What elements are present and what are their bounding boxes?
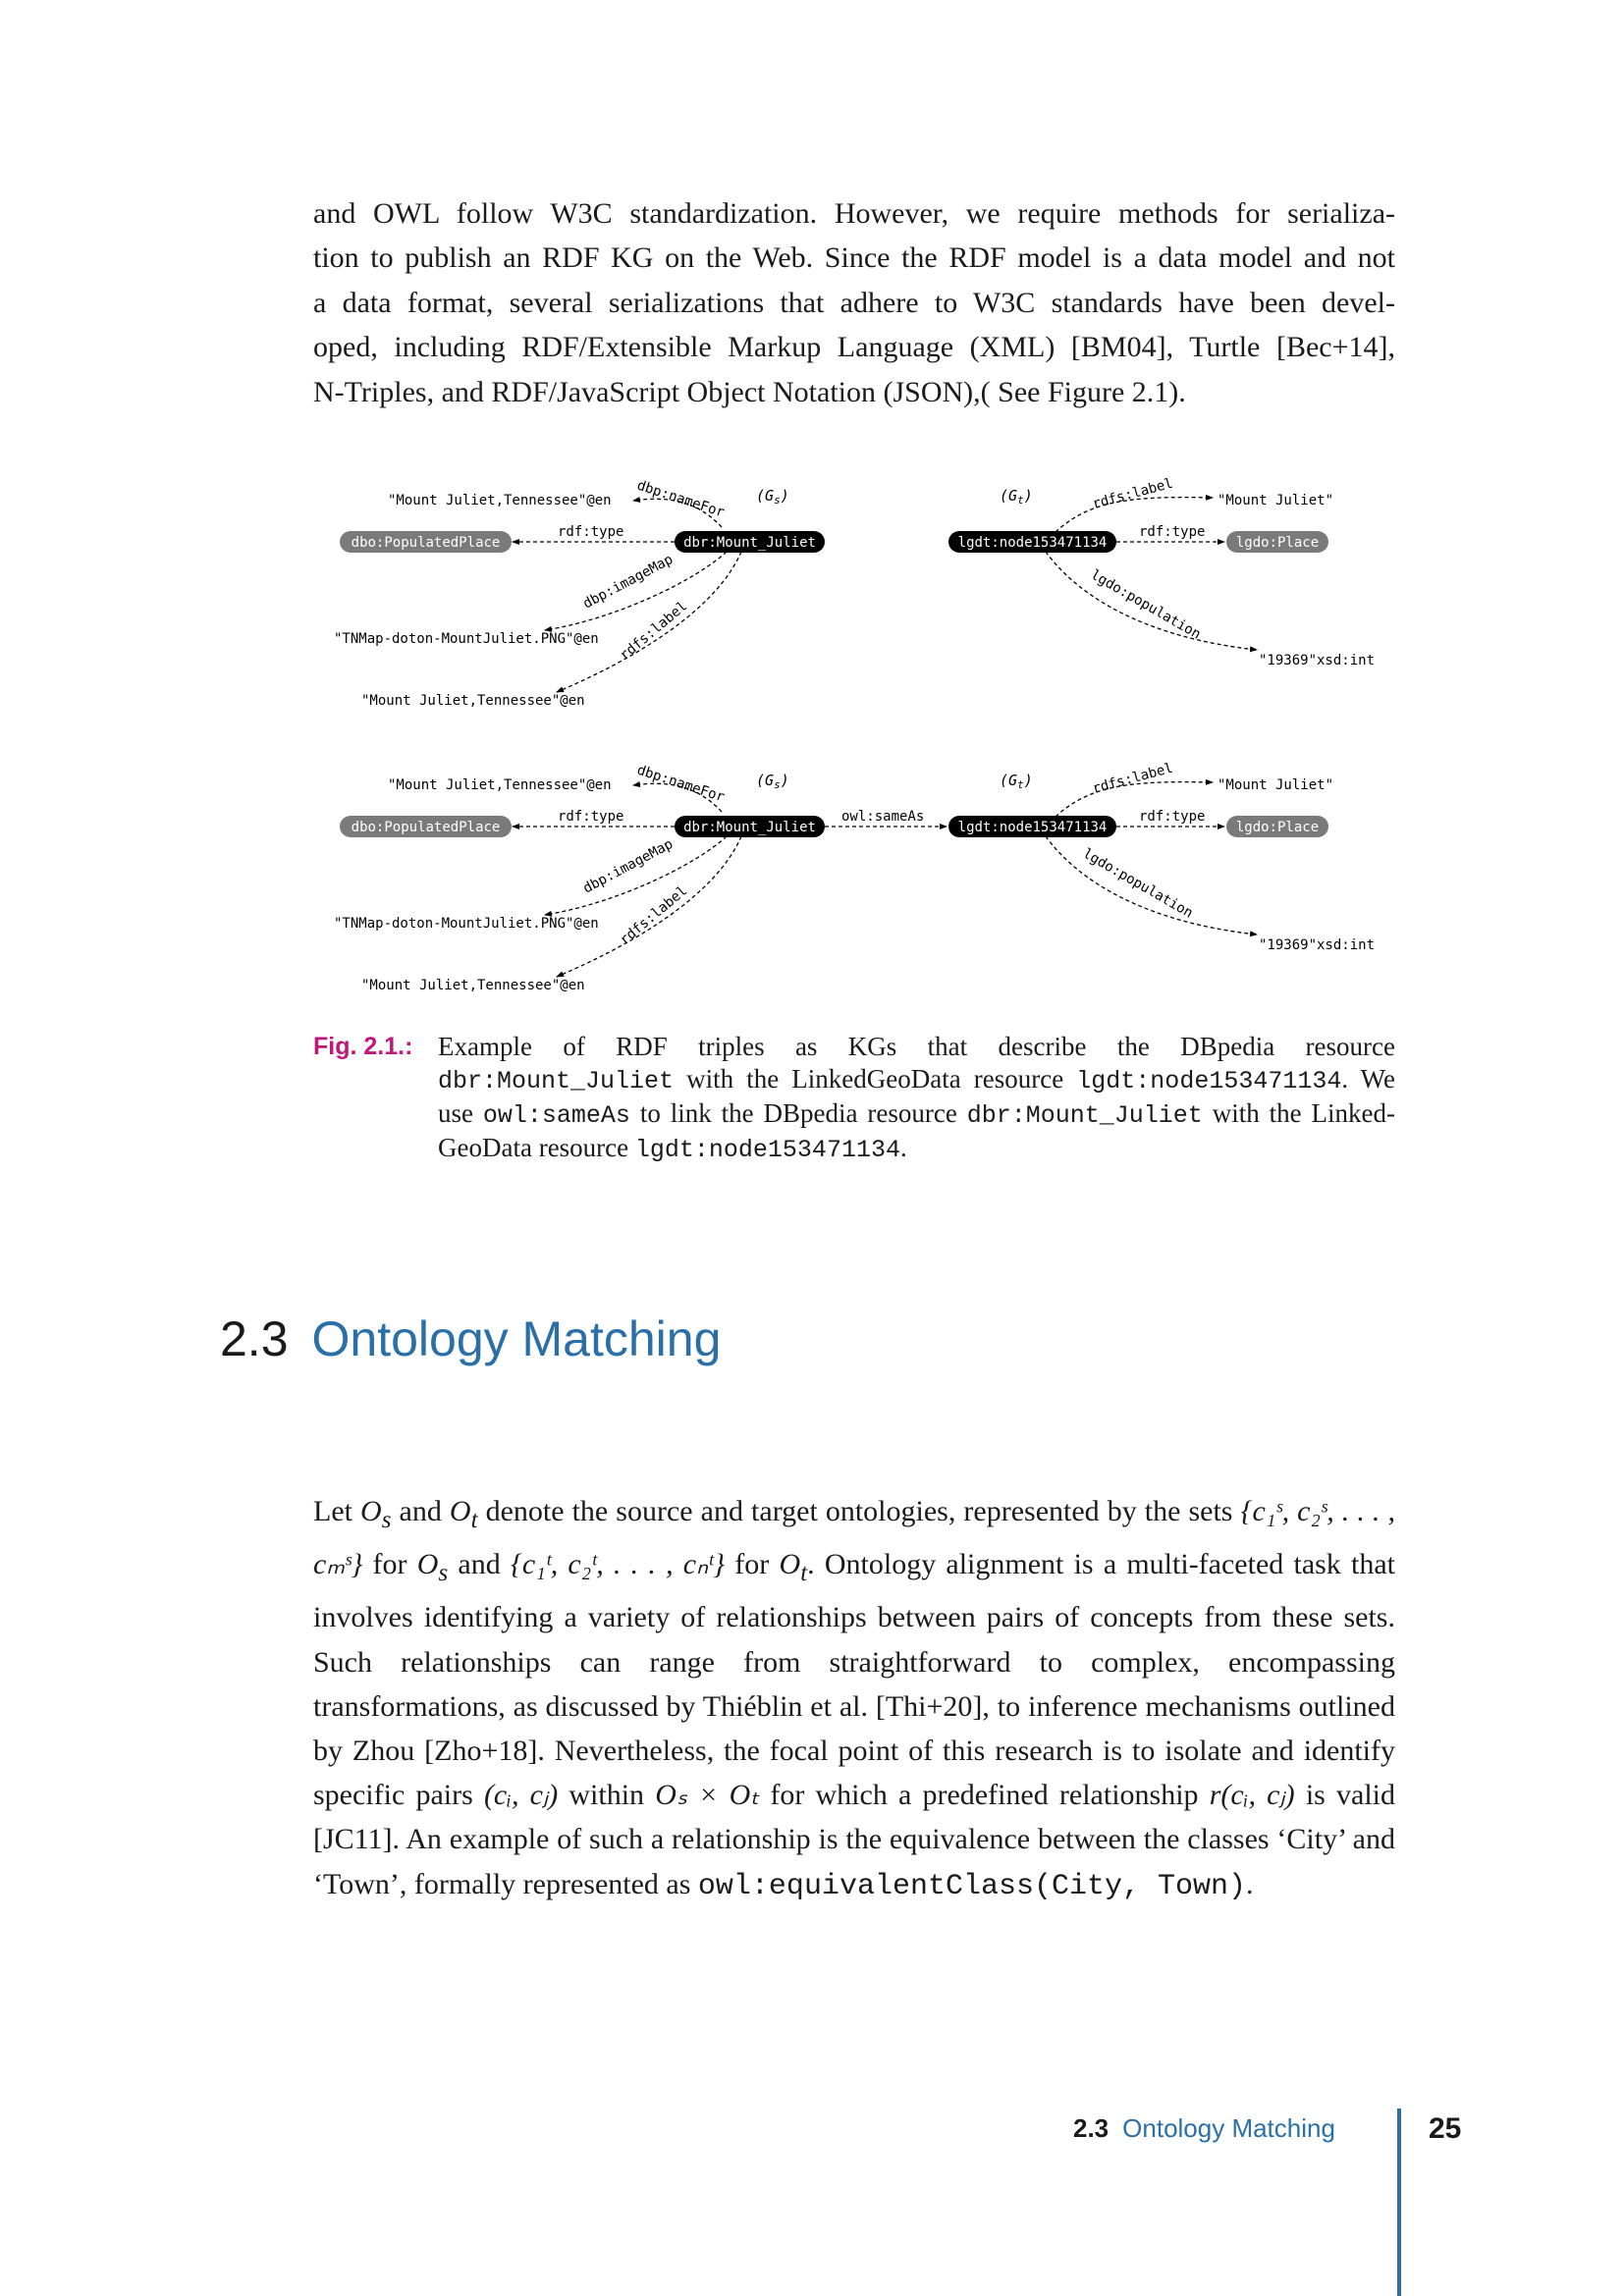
intro-line: a data format, several serializations that adhere to W3C standards have been devel- — [313, 286, 1395, 319]
text-run: . — [1246, 1867, 1254, 1900]
caption-text — [438, 1031, 1395, 1166]
literal-label: "Mount Juliet,Tennessee"@en — [361, 978, 585, 993]
label-target-label: rdfs:label — [1090, 475, 1175, 512]
node-populated-place-label: dbo:PopulatedPlace — [351, 820, 501, 835]
literal-image: "TNMap-doton-MountJuliet.PNG"@en — [334, 631, 599, 647]
math-product: Oₛ × Oₜ — [655, 1779, 760, 1812]
node-lgdt-label: lgdt:node153471134 — [957, 820, 1108, 835]
caption-code: dbr:Mount_Juliet — [438, 1067, 675, 1095]
caption-text-part: with the Linked-GeoData resource — [438, 1098, 1395, 1162]
node-lgdo-place-label: lgdo:Place — [1235, 535, 1320, 551]
math-pair: (cᵢ, cⱼ) — [483, 1779, 559, 1812]
text-run: within — [558, 1779, 656, 1812]
figure-caption — [313, 1031, 1395, 1166]
label-rdfs-label: rdfs:label — [617, 882, 691, 949]
graph-label-target: $(G_t)$ — [1000, 772, 1033, 791]
caption-code: dbr:Mount_Juliet — [966, 1101, 1203, 1130]
label-name-for: dbp:nameFor — [634, 477, 727, 521]
intro-paragraph — [313, 191, 1395, 414]
math-target-set: {c₁ᵗ, c₂ᵗ, . . . , cₙᵗ} — [510, 1548, 726, 1581]
section-title: Ontology Matching — [311, 1311, 722, 1366]
graph-label-source: $(G_s)$ — [756, 772, 789, 791]
literal-population: "19369"xsd:int — [1259, 937, 1376, 953]
node-mount-juliet-label: dbr:Mount_Juliet — [683, 535, 816, 551]
text-run: is valid [JC11]. An example of such a relationship is the equivalence between the classes ‘City’ and ‘Town’, formally represented as — [313, 1779, 1396, 1900]
graph-label-source: $(G_s)$ — [756, 487, 789, 507]
caption-code: lgdt:node153471134 — [1076, 1067, 1342, 1095]
footer-divider — [1397, 2109, 1401, 2296]
section-heading — [220, 1310, 721, 1367]
label-rdf-type: rdf:type — [558, 524, 624, 540]
caption-text-part: . — [899, 1133, 907, 1162]
intro-line: tion to publish an RDF KG on the Web. Since the RDF model is a data model and not — [313, 241, 1395, 275]
label-target-type: rdf:type — [1139, 809, 1206, 825]
math-os — [360, 1495, 392, 1533]
label-rdf-type: rdf:type — [558, 809, 624, 825]
label-target-type: rdf:type — [1139, 524, 1206, 540]
intro-line: oped, including RDF/Extensible Markup Language (XML) [BM04], Turtle [Bec+14], — [313, 331, 1395, 364]
intro-line: and OWL follow W3C standardization. However, we require methods for serializa- — [313, 197, 1395, 230]
node-lgdo-place-label: lgdo:Place — [1235, 820, 1320, 835]
label-image-map: dbp:imageMap — [580, 551, 677, 613]
math-sub: t — [800, 1560, 808, 1587]
literal-label: "Mount Juliet,Tennessee"@en — [361, 693, 585, 709]
text-run: for which a predefined relationship — [759, 1779, 1210, 1812]
math-os: $O_s$ — [416, 1548, 449, 1587]
caption-text-part: with the LinkedGeoData resource — [674, 1064, 1077, 1094]
math-symbol: O — [449, 1495, 471, 1527]
math-ot — [449, 1495, 478, 1533]
text-run: and — [391, 1495, 450, 1527]
label-rdfs-label: rdfs:label — [617, 598, 691, 665]
math-source-set: {c₁ˢ, c₂ˢ, . . . , cₘˢ} — [313, 1495, 1395, 1581]
label-population: lgdo:population — [1080, 845, 1196, 922]
math-sub: s — [438, 1560, 449, 1587]
label-image-map: dbp:imageMap — [580, 835, 677, 897]
intro-line: N-Triples, and RDF/JavaScript Object Notation (JSON),( See Figure 2.1). — [313, 375, 1186, 408]
label-same-as: owl:sameAs — [841, 809, 925, 825]
math-symbol: O — [360, 1495, 382, 1527]
footer-section — [1073, 2113, 1335, 2144]
node-lgdt-label: lgdt:node153471134 — [957, 535, 1108, 551]
edge-image-map — [545, 836, 727, 915]
node-populated-place-label: dbo:PopulatedPlace — [351, 535, 501, 551]
edge-image-map — [545, 552, 727, 630]
caption-text-part: . We use — [438, 1064, 1395, 1128]
text-run: Let — [313, 1495, 361, 1527]
code-equivalent-class: owl:equivalentClass(City, Town) — [697, 1869, 1247, 1903]
node-mount-juliet-label: dbr:Mount_Juliet — [683, 820, 816, 835]
math-ot: $O_t$ — [779, 1548, 808, 1587]
math-relation: r(cᵢ, cⱼ) — [1209, 1779, 1295, 1812]
caption-code: lgdt:node153471134 — [634, 1136, 900, 1164]
body-paragraph — [313, 1489, 1395, 1909]
literal-target-label: "Mount Juliet" — [1218, 777, 1334, 793]
literal-population: "19369"xsd:int — [1259, 653, 1376, 668]
text-run: and — [448, 1548, 511, 1581]
text-run: for — [362, 1548, 417, 1581]
caption-text-part: Example of RDF triples as KGs that describe the DBpedia resource — [438, 1032, 1395, 1061]
top-graph — [334, 476, 1375, 709]
label-name-for: dbp:nameFor — [634, 762, 727, 806]
footer-section-title: Ontology Matching — [1122, 2113, 1335, 2143]
section-number: 2.3 — [220, 1311, 289, 1366]
literal-name-for: "Mount Juliet,Tennessee"@en — [388, 777, 612, 793]
rdf-figure — [324, 461, 1404, 1011]
literal-target-label: "Mount Juliet" — [1218, 493, 1334, 508]
text-run: for — [725, 1548, 780, 1581]
label-target-label: rdfs:label — [1090, 760, 1175, 797]
graph-label-target: $(G_t)$ — [1000, 487, 1033, 507]
math-sub: t — [470, 1507, 478, 1533]
caption-code: owl:sameAs — [482, 1101, 630, 1130]
literal-image: "TNMap-doton-MountJuliet.PNG"@en — [334, 916, 599, 932]
caption-label: Fig. 2.1.: — [313, 1033, 413, 1060]
text-run: . Ontology alignment is a multi-faceted task that involves identifying a variety of relationships between pairs of concepts from these sets. Such relationships can range from straightforward to complex, encompassing transformations, as discussed by Thiéblin et al. [Thi+20], to inference mechanisms outlined by Zhou [Zho+18]. Nevertheless, the focal point of this research is to isolate and identify specific pairs — [313, 1548, 1396, 1812]
math-sub: s — [381, 1507, 392, 1533]
literal-name-for: "Mount Juliet,Tennessee"@en — [388, 493, 612, 508]
text-run: denote the source and target ontologies, represented by the sets — [477, 1495, 1241, 1527]
bottom-graph — [334, 761, 1375, 993]
footer-section-number: 2.3 — [1073, 2113, 1110, 2143]
label-population: lgdo:population — [1088, 566, 1204, 643]
page-number: 25 — [1429, 2112, 1462, 2145]
caption-text-part: to link the DBpedia resource — [629, 1098, 967, 1128]
